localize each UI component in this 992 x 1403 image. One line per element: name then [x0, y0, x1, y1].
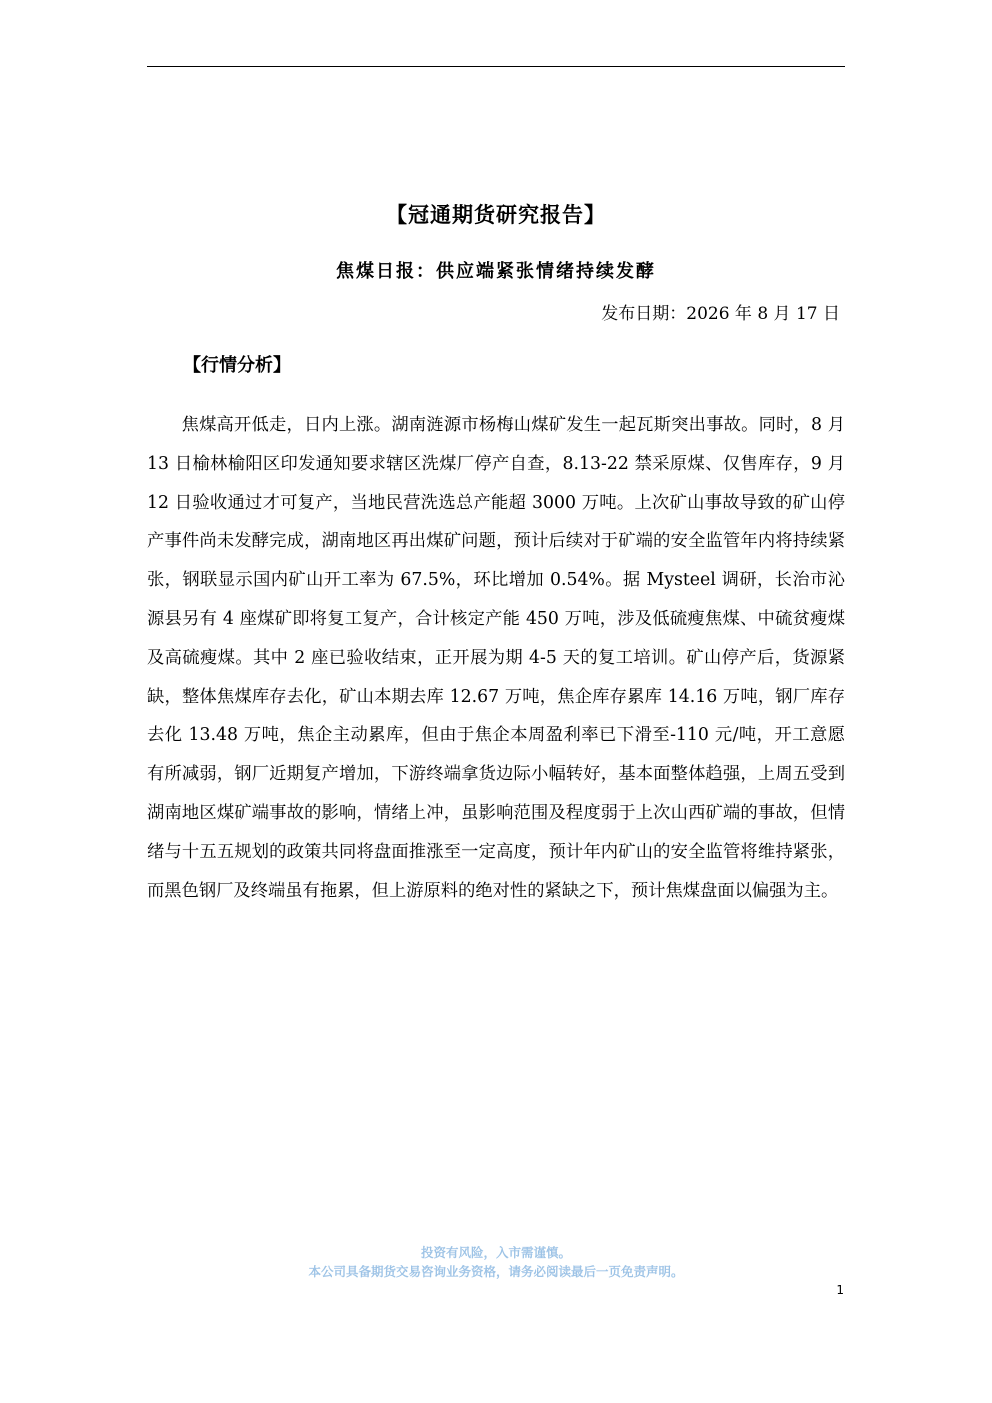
publish-date: 发布日期：2026 年 8 月 17 日 — [601, 304, 840, 324]
section-heading: 【行情分析】 — [183, 355, 291, 376]
report-subtitle: 焦煤日报：供应端紧张情绪持续发酵 — [336, 261, 656, 282]
report-title: 【冠通期货研究报告】 — [386, 202, 606, 227]
page-number: 1 — [836, 1283, 844, 1297]
body-paragraph: 焦煤高开低走，日内上涨。湖南涟源市杨梅山煤矿发生一起瓦斯突出事故。同时，8 月 13 日榆林榆阳区印发通知要求辖区洗煤厂停产自查，8.13-22 禁采原煤、仅售库存，9 月 12 日验收通过才可复产，当地民营洗选总产能超 3000 万吨。上次矿山事故导致的矿山停产事件尚未发酵完成，湖南地区再出煤矿问题，预计后续对于矿端的安全监管年内将持续紧张，钢联显示国内矿山开工率为 67.5%，环比增加 0.54%。据 Mysteel 调研，长治市沁源县另有 4 座煤矿即将复工复产，合计核定产能 450 万吨，涉及低硫瘦焦煤、中硫贫瘦煤及高硫瘦煤。其中 2 座已验收结束，正开展为期 4-5 天的复工培训。矿山停产后，货源紧缺，整体焦煤库存去化，矿山本期去库 12.67 万吨，焦企库存累库 14.16 万吨，钢厂库存去化 13.48 万吨，焦企主动累库，但由于焦企本周盈利率已下滑至-110 元/吨，开工意愿有所减弱，钢厂近期复产增加，下游终端拿货边际小幅转好，基本面整体趋强，上周五受到湖南地区煤矿端事故的影响，情绪上冲，虽影响范围及程度弱于上次山西矿端的事故，但情绪与十五五规划的政策共同将盘面推涨至一定高度，预计年内矿山的安全监管将维持紧张，而黑色钢厂及终端虽有拖累，但上游原料的绝对性的紧缺之下，预计焦煤盘面以偏强为主。 — [147, 415, 845, 901]
header-rule — [147, 66, 845, 67]
risk-warning: 投资有风险，入市需谨慎。 — [420, 1245, 571, 1260]
disclaimer-notice: 本公司具备期货交易咨询业务资格，请务必阅读最后一页免责声明。 — [308, 1264, 684, 1279]
footer-disclaimer — [0, 1243, 992, 1281]
